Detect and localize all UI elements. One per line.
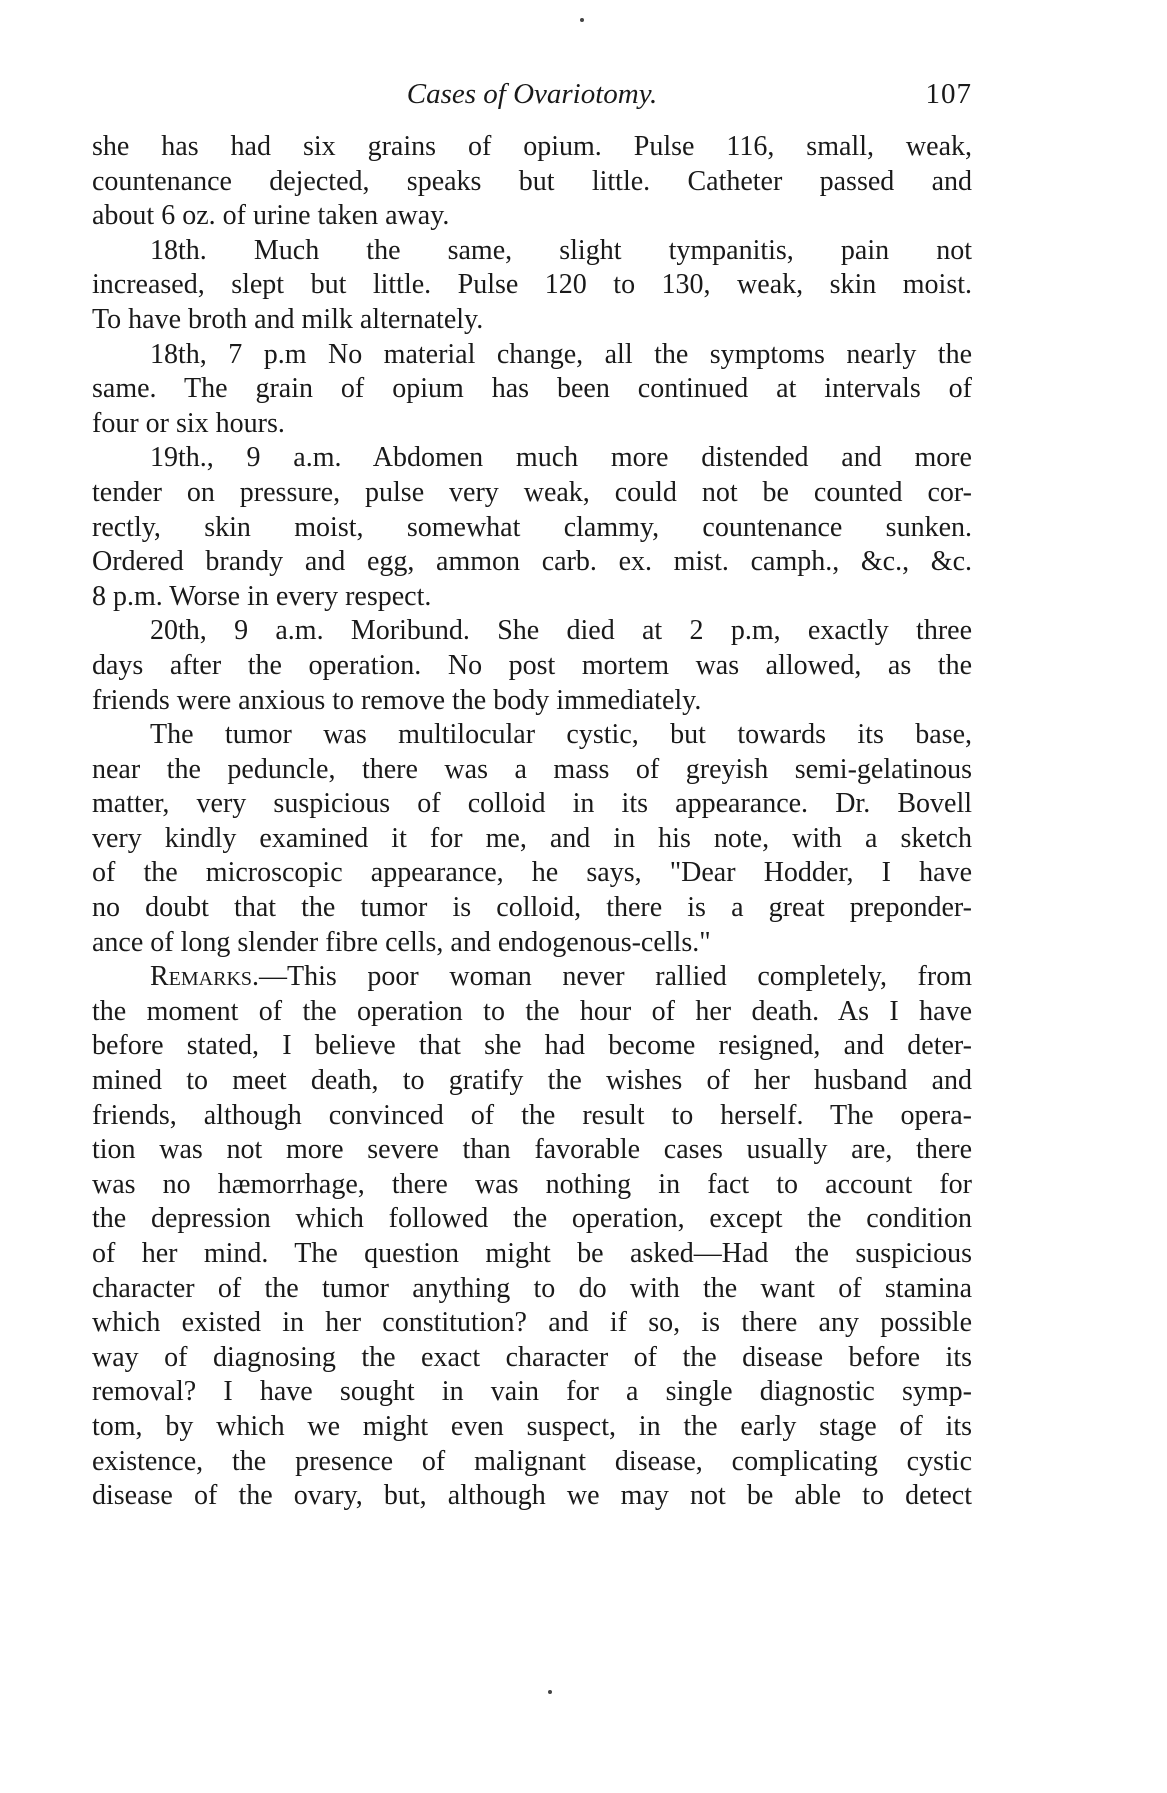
text-line: which existed in her constitution? and if so, is there any possible (92, 1307, 972, 1339)
text-line: four or six hours. (92, 407, 285, 439)
text-line: 19th., 9 a.m. Abdomen much more distended and more (150, 442, 972, 474)
text-line: of the microscopic appearance, he says, "Dear Hodder, I have (92, 857, 972, 889)
text-line: 18th. Much the same, slight tympanitis, pain not (150, 234, 972, 266)
text-line: character of the tumor anything to do with the want of stamina (92, 1272, 972, 1304)
text-line: 18th, 7 p.m No material change, all the symptoms nearly the (150, 338, 972, 370)
text-line: mined to meet death, to gratify the wishes of her husband and (92, 1065, 972, 1097)
text-line: matter, very suspicious of colloid in its appearance. Dr. Bovell (92, 788, 972, 820)
text-line: tender on pressure, pulse very weak, could not be counted cor- (92, 476, 972, 508)
text-line: disease of the ovary, but, although we may not be able to detect (92, 1480, 972, 1512)
text-line: 20th, 9 a.m. Moribund. She died at 2 p.m, exactly three (150, 615, 972, 647)
text-line: countenance dejected, speaks but little. Catheter passed and (92, 165, 972, 197)
running-head (92, 74, 972, 114)
print-speck (548, 1690, 552, 1694)
text-line: no doubt that the tumor is colloid, there is a great preponder- (92, 892, 972, 924)
text-line: 8 p.m. Worse in every respect. (92, 580, 432, 612)
text-line: Ordered brandy and egg, ammon carb. ex. mist. camph., &c., &c. (92, 546, 972, 578)
remarks-heading: Remarks. (150, 961, 260, 993)
remarks-text: —This poor woman never rallied completely, from (259, 961, 972, 993)
text-line (92, 960, 972, 995)
text-line: way of diagnosing the exact character of the disease before its (92, 1341, 972, 1373)
text-line: existence, the presence of malignant disease, complicating cystic (92, 1445, 972, 1477)
text-line: days after the operation. No post mortem was allowed, as the (92, 649, 972, 681)
text-line: was no hæmorrhage, there was nothing in fact to account for (92, 1168, 972, 1200)
text-line: tom, by which we might even suspect, in the early stage of its (92, 1410, 972, 1442)
text-line: To have broth and milk alternately. (92, 303, 484, 335)
text-line: increased, slept but little. Pulse 120 to 130, weak, skin moist. (92, 269, 972, 301)
text-line: removal? I have sought in vain for a single diagnostic symp- (92, 1376, 972, 1408)
text-line: friends were anxious to remove the body immediately. (92, 684, 702, 716)
text-line: before stated, I believe that she had become resigned, and deter- (92, 1030, 972, 1062)
text-line: tion was not more severe than favorable cases usually are, there (92, 1134, 972, 1166)
text-line: rectly, skin moist, somewhat clammy, countenance sunken. (92, 511, 972, 543)
text-line: of her mind. The question might be asked—Had the suspicious (92, 1238, 972, 1269)
page-number: 107 (925, 78, 972, 110)
text-line: about 6 oz. of urine taken away. (92, 200, 450, 232)
print-speck (580, 18, 584, 22)
text-line: ance of long slender fibre cells, and endogenous-cells." (92, 926, 711, 958)
text-line: she has had six grains of opium. Pulse 116, small, weak, (92, 131, 972, 162)
text-line: very kindly examined it for me, and in his note, with a sketch (92, 822, 972, 854)
text-line: near the peduncle, there was a mass of greyish semi-gelatinous (92, 753, 972, 785)
text-line: friends, although convinced of the result to herself. The opera- (92, 1099, 972, 1131)
text-line: the depression which followed the operation, except the condition (92, 1203, 972, 1235)
running-title: Cases of Ovariotomy. (406, 78, 658, 110)
text-line: The tumor was multilocular cystic, but towards its base, (150, 719, 972, 751)
body-text (92, 130, 972, 1514)
text-line: the moment of the operation to the hour of her death. As I have (92, 995, 972, 1027)
text-line: same. The grain of opium has been continued at intervals of (92, 373, 972, 405)
